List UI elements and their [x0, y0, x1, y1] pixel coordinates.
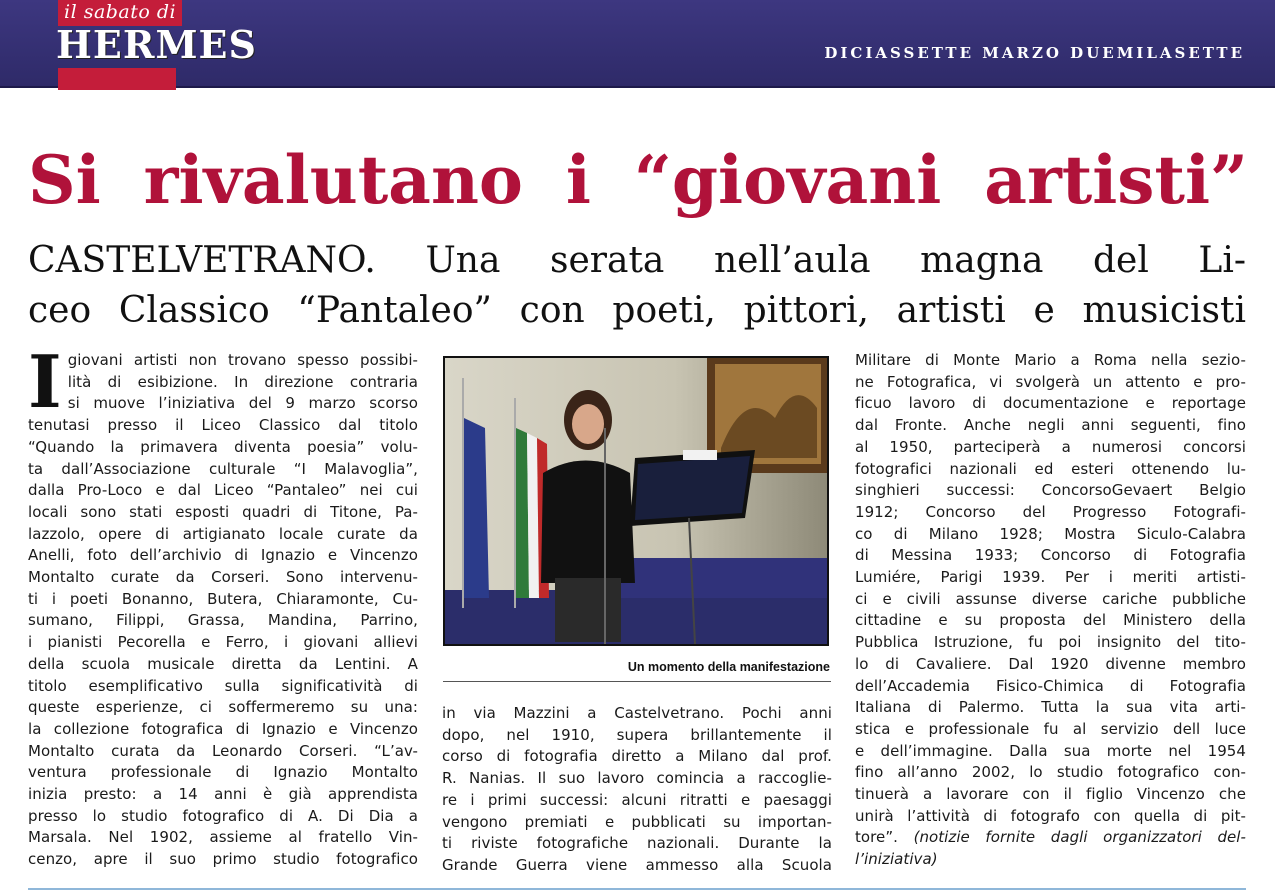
column-text-line: stica e professionale fu al servizio dell luce: [855, 719, 1246, 738]
column-text-line: corso di fotografia diretto a Milano dal prof.: [442, 747, 832, 766]
column-text-line: sumano, Filippi, Grassa, Mandina, Parrino,: [28, 611, 418, 630]
column-text-line: tenutasi presso il Liceo Classico dal titolo: [28, 416, 418, 435]
column-text-line: dal Fronte. Anche negli anni seguenti, fino: [855, 416, 1246, 435]
column-text-line: di Messina 1933; Concorso di Fotografia: [855, 546, 1246, 565]
column-text-line: Montalto curata da Leonardo Corseri. “L’av-: [28, 741, 418, 760]
column-text-line: ficuo lavoro di documentazione e reportage: [855, 394, 1246, 413]
column-text-line: inizia presto: a 14 anni è già apprendista: [28, 785, 418, 804]
column-text-line: “Quando la primavera diventa poesia” volu-: [28, 437, 418, 456]
column-text-line: dell’Accademia Fisico-Chimica di Fotografia: [855, 676, 1246, 695]
column-text-line: Anelli, foto dell’archivio di Ignazio e Vincenzo: [28, 546, 418, 565]
column-text-line: della scuola musicale diretta da Lentini. A: [28, 654, 418, 673]
column-text-line: Pubblica Istruzione, fu poi insignito del tito-: [855, 633, 1246, 652]
article-column-3: [855, 350, 1246, 871]
column-text-line: Marsala. Nel 1902, assieme al fratello Vin-: [28, 828, 418, 847]
subhead-line: ceo Classico “Pantaleo” con poeti, pittori, artisti e musicisti: [28, 290, 1246, 331]
column-text-line: Lumiére, Parigi 1939. Per i meriti artisti-: [855, 568, 1246, 587]
column-text-line: Montalto curate da Corseri. Sono intervenu-: [28, 568, 418, 587]
column-text-line: ti riviste fotografiche nazionali. Durante la: [442, 834, 832, 853]
article-column-2: [442, 703, 832, 877]
drop-cap: I: [28, 339, 62, 424]
column-text-line: al 1950, parteciperà a numerosi concorsi: [855, 437, 1246, 456]
column-text-line: queste esperienze, ci soffermeremo su una:: [28, 698, 418, 717]
column-text-line: [855, 827, 1246, 849]
column-text-line: cenzo, apre il suo primo studio fotografico: [28, 850, 418, 869]
column-text-line: unirà l’attività di fotografo con quella di pit-: [855, 806, 1246, 825]
column-text-line: R. Nanias. Il suo lavoro comincia a raccoglie-: [442, 769, 832, 788]
column-text-line: ta dall’Associazione culturale “I Malavoglia”,: [28, 459, 418, 478]
column-text-line: fino all’anno 2002, lo studio fotografico con-: [855, 763, 1246, 782]
column-text-line: dopo, nel 1910, supera brillantemente il: [442, 725, 832, 744]
column-text-line: Militare di Monte Mario a Roma nella sezio-: [855, 351, 1246, 369]
column-text-line: dalla Pro-Loco e dal Liceo “Pantaleo” nei cui: [28, 481, 418, 500]
masthead-brand-logo: HERMES: [56, 22, 257, 67]
source-note-end: l’iniziativa): [855, 850, 938, 869]
event-photo-illustration: [445, 358, 827, 644]
column-text-line: titolo esemplificativo sulla significatività di: [28, 676, 418, 695]
closing-quote-text: tore”.: [855, 828, 898, 847]
page-bottom-rule: [28, 888, 1246, 890]
article-headline: Si rivalutano i “giovani artisti”: [28, 141, 1248, 219]
column-text-line: Grande Guerra viene ammesso alla Scuola: [442, 855, 832, 874]
column-text-line: e dell’immagine. Dalla sua morte nel 1954: [855, 741, 1246, 760]
column-text-line: presso lo studio fotografico di A. Di Dia a: [28, 806, 418, 825]
column-text-line: ventura professionale di Ignazio Montalto: [28, 763, 418, 782]
source-note: (notizie fornite dagli organizzatori del-: [913, 828, 1246, 847]
masthead-logo-bar: [58, 68, 176, 90]
column-text-line: si muove l’iniziativa del 9 marzo scorso: [67, 394, 418, 413]
column-text-line: in via Mazzini a Castelvetrano. Pochi anni: [442, 704, 832, 722]
column-text-line: la collezione fotografica di Ignazio e Vincenzo: [28, 719, 418, 738]
issue-date: DICIASSETTE MARZO DUEMILASETTE: [824, 44, 1245, 62]
column-text-line: vengono premiati e pubblicati su importan-: [442, 812, 832, 831]
column-text-line: fotografici nazionali ed esteri ottenendo lu-: [855, 459, 1246, 478]
masthead-script-title: il sabato di: [58, 0, 182, 26]
article-column-1: [28, 339, 418, 871]
caption-rule: [443, 681, 831, 682]
column-text-line: co di Milano 1928; Mostra Siculo-Calabra: [855, 524, 1246, 543]
column-text-line: i pianisti Pecorella e Ferro, i giovani allievi: [28, 633, 418, 652]
column-text-line: lità di esibizione. In direzione contraria: [67, 372, 418, 391]
column-text-line: singhieri successi: ConcorsoGevaert Belgio: [855, 481, 1246, 500]
event-photo: [443, 356, 829, 646]
photo-caption: Un momento della manifestazione: [627, 660, 830, 674]
column-text-line: locali sono stati esposti quadri di Titone, Pa-: [28, 502, 418, 521]
article-subhead: [28, 236, 1246, 336]
column-text-line: giovani artisti non trovano spesso possibi-: [67, 351, 418, 369]
column-text-line: ne Fotografica, vi svolgerà un attento e pro-: [855, 372, 1246, 391]
column-text-line: ci e civili assunse diverse cariche pubbliche: [855, 589, 1246, 608]
column-text-line: lazzolo, opere di artigianato locale curate da: [28, 524, 418, 543]
column-text-line: cittadine e su proposta del Ministero della: [855, 611, 1246, 630]
column-text-line: re i primi successi: alcuni ritratti e paesaggi: [442, 790, 832, 809]
column-text-line: lo di Cavaliere. Dal 1920 divenne membro: [855, 654, 1246, 673]
subhead-line: CASTELVETRANO. Una serata nell’aula magna del Li-: [28, 240, 1246, 281]
column-text-line: 1912; Concorso del Progresso Fotografi-: [855, 502, 1246, 521]
column-text-line: Italiana di Palermo. Tutta la sua vita arti-: [855, 698, 1246, 717]
column-text-line: ti i poeti Bonanno, Butera, Chiaramonte, Cu-: [28, 589, 418, 608]
column-text-line: tinuerà a lavorare con il figlio Vincenzo che: [855, 785, 1246, 804]
